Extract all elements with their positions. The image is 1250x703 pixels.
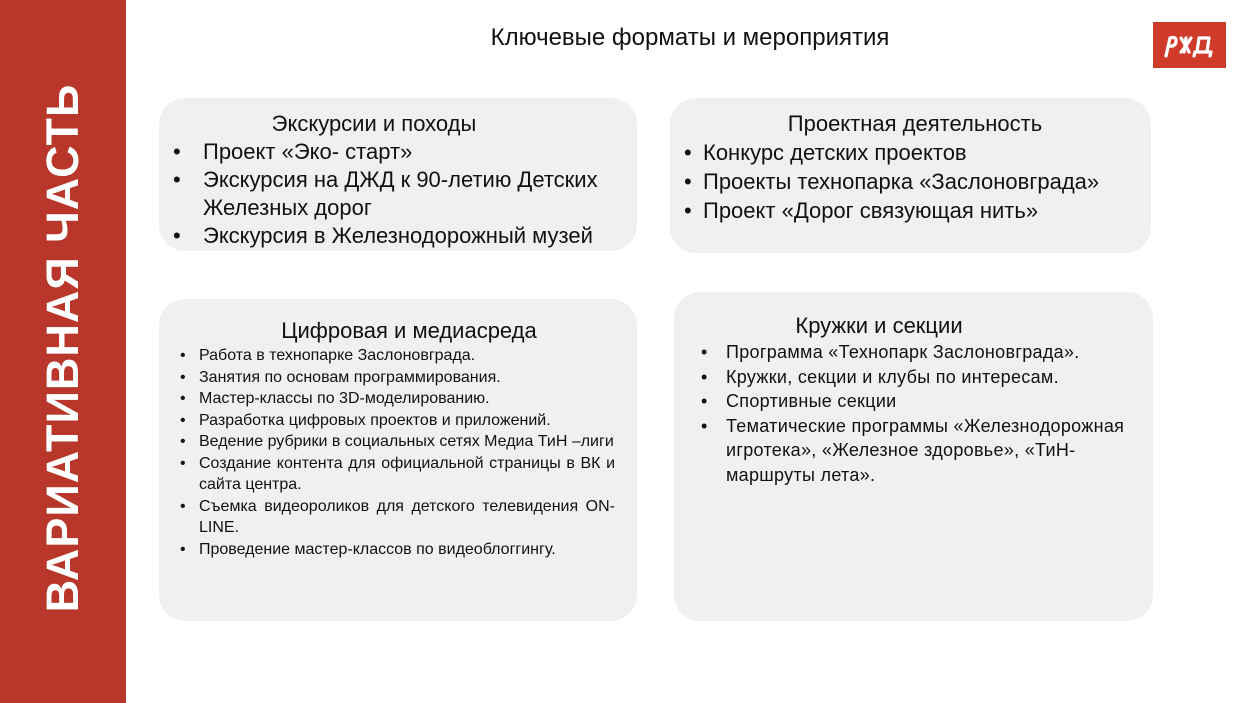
list-item: • Создание контента для официальной страницы в ВК и сайта центра. bbox=[159, 453, 615, 496]
list-item: • Разработка цифровых проектов и приложений. bbox=[159, 410, 615, 432]
list-item: • Проект «Эко- старт» bbox=[159, 138, 637, 166]
side-banner bbox=[0, 0, 126, 703]
list-item: • Проведение мастер-классов по видеоблоггингу. bbox=[159, 539, 615, 561]
list-item: • Проекты технопарка «Заслоновграда» bbox=[670, 167, 1151, 196]
list-item: • Кружки, секции и клубы по интересам. bbox=[674, 365, 1134, 390]
card-clubs-title: Кружки и секции bbox=[795, 313, 963, 338]
list-item: • Съемка видеороликов для детского телевидения ON-LINE. bbox=[159, 496, 615, 539]
card-excursions-title: Экскурсии и походы bbox=[271, 111, 477, 136]
list-item: • Мастер-классы по 3D-моделированию. bbox=[159, 388, 615, 410]
page-title: Ключевые форматы и мероприятия bbox=[490, 24, 890, 51]
list-item: • Экскурсия на ДЖД к 90-летию Детских Железных дорог bbox=[159, 166, 637, 222]
card-digital-list bbox=[159, 345, 615, 560]
card-projects-list bbox=[670, 138, 1151, 225]
card-projects bbox=[670, 98, 1151, 253]
list-item: • Проект «Дорог связующая нить» bbox=[670, 196, 1151, 225]
card-excursions-list bbox=[159, 138, 637, 250]
card-clubs-list bbox=[674, 340, 1134, 487]
list-item: • Программа «Технопарк Заслоновграда». bbox=[674, 340, 1134, 365]
card-projects-title: Проектная деятельность bbox=[787, 111, 1043, 136]
rzd-logo-icon bbox=[1153, 22, 1226, 68]
card-digital-title: Цифровая и медиасреда bbox=[281, 318, 537, 343]
list-item: • Тематические программы «Железнодорожная игротека», «Железное здоровье», «ТиН-маршруты лета». bbox=[674, 414, 1134, 488]
card-excursions bbox=[159, 98, 637, 251]
card-digital bbox=[159, 299, 637, 621]
list-item: • Ведение рубрики в социальных сетях Медиа ТиН –лиги bbox=[159, 431, 615, 453]
list-item: • Конкурс детских проектов bbox=[670, 138, 1151, 167]
side-title: ВАРИАТИВНАЯ ЧАСТЬ bbox=[37, 83, 88, 613]
list-item: • Работа в технопарке Заслоновграда. bbox=[159, 345, 615, 367]
list-item: • Занятия по основам программирования. bbox=[159, 367, 615, 389]
rzd-logo bbox=[1153, 22, 1226, 68]
card-clubs bbox=[674, 292, 1153, 621]
list-item: • Спортивные секции bbox=[674, 389, 1134, 414]
list-item: • Экскурсия в Железнодорожный музей bbox=[159, 222, 637, 250]
